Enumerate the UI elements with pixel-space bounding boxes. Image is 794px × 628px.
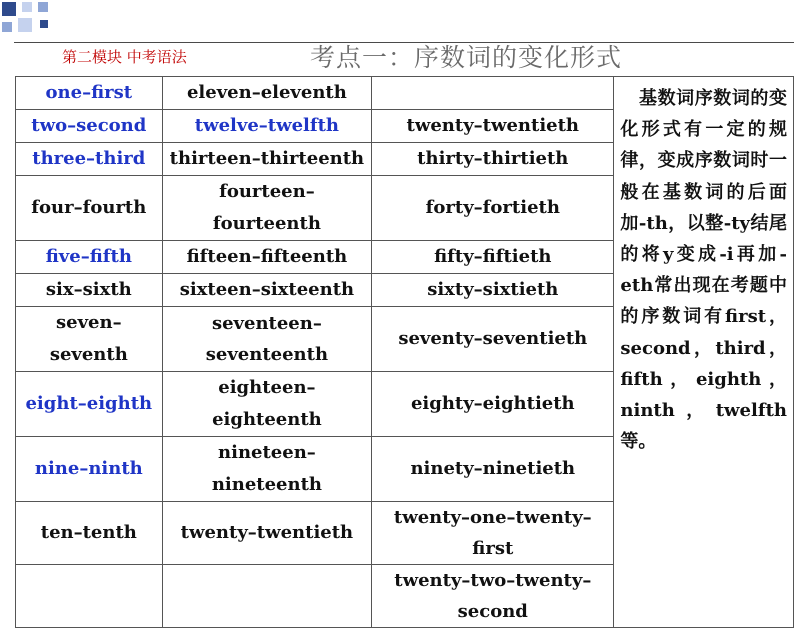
ordinal-table	[15, 76, 794, 628]
table-cell: four–fourth	[16, 176, 163, 241]
table-cell: fifteen–fifteenth	[162, 241, 372, 274]
table-cell	[16, 565, 163, 628]
table-cell: sixteen–sixteenth	[162, 274, 372, 307]
rule-note-cell	[614, 77, 794, 628]
corner-decoration	[0, 0, 60, 40]
table-cell: ten–tenth	[16, 502, 163, 565]
table-cell: fourteen–fourteenth	[162, 176, 372, 241]
table-cell: one–first	[16, 77, 163, 110]
table-cell: sixty–sixtieth	[372, 274, 614, 307]
table-cell: eleven–eleventh	[162, 77, 372, 110]
page-title: 考点一：序数词的变化形式	[310, 43, 623, 72]
table-cell: twenty–twentieth	[372, 110, 614, 143]
table-cell: twenty–two–twenty–second	[372, 565, 614, 628]
table-cell: eight–eighth	[16, 372, 163, 437]
table-cell: two–second	[16, 110, 163, 143]
table-cell: seventeen–seventeenth	[162, 307, 372, 372]
table-row	[16, 77, 794, 110]
table-cell: nine–ninth	[16, 437, 163, 502]
rule-note: 基数词序数词的变化形式有一定的规律，变成序数词时一般在基数词的后面加-th，以整-ty结尾的将y变成-i再加-eth常出现在考题中的序数词有first，second，third，fifth，eighth，ninth，twelfth等。	[620, 88, 787, 453]
table-cell: seven–seventh	[16, 307, 163, 372]
table-cell: ninety–ninetieth	[372, 437, 614, 502]
table-cell	[162, 565, 372, 628]
table-cell: forty–fortieth	[372, 176, 614, 241]
table-cell: seventy–seventieth	[372, 307, 614, 372]
table-cell: five–fifth	[16, 241, 163, 274]
table-cell: six–sixth	[16, 274, 163, 307]
table-cell: twenty–one–twenty–first	[372, 502, 614, 565]
table-cell	[372, 77, 614, 110]
module-label: 第二模块 中考语法	[62, 48, 187, 66]
table-cell: thirty–thirtieth	[372, 143, 614, 176]
table-cell: three–third	[16, 143, 163, 176]
table-cell: fifty–fiftieth	[372, 241, 614, 274]
table-cell: twenty–twentieth	[162, 502, 372, 565]
table-cell: thirteen–thirteenth	[162, 143, 372, 176]
table-cell: nineteen–nineteenth	[162, 437, 372, 502]
table-cell: eighty–eightieth	[372, 372, 614, 437]
table-cell: eighteen–eighteenth	[162, 372, 372, 437]
table-cell: twelve–twelfth	[162, 110, 372, 143]
